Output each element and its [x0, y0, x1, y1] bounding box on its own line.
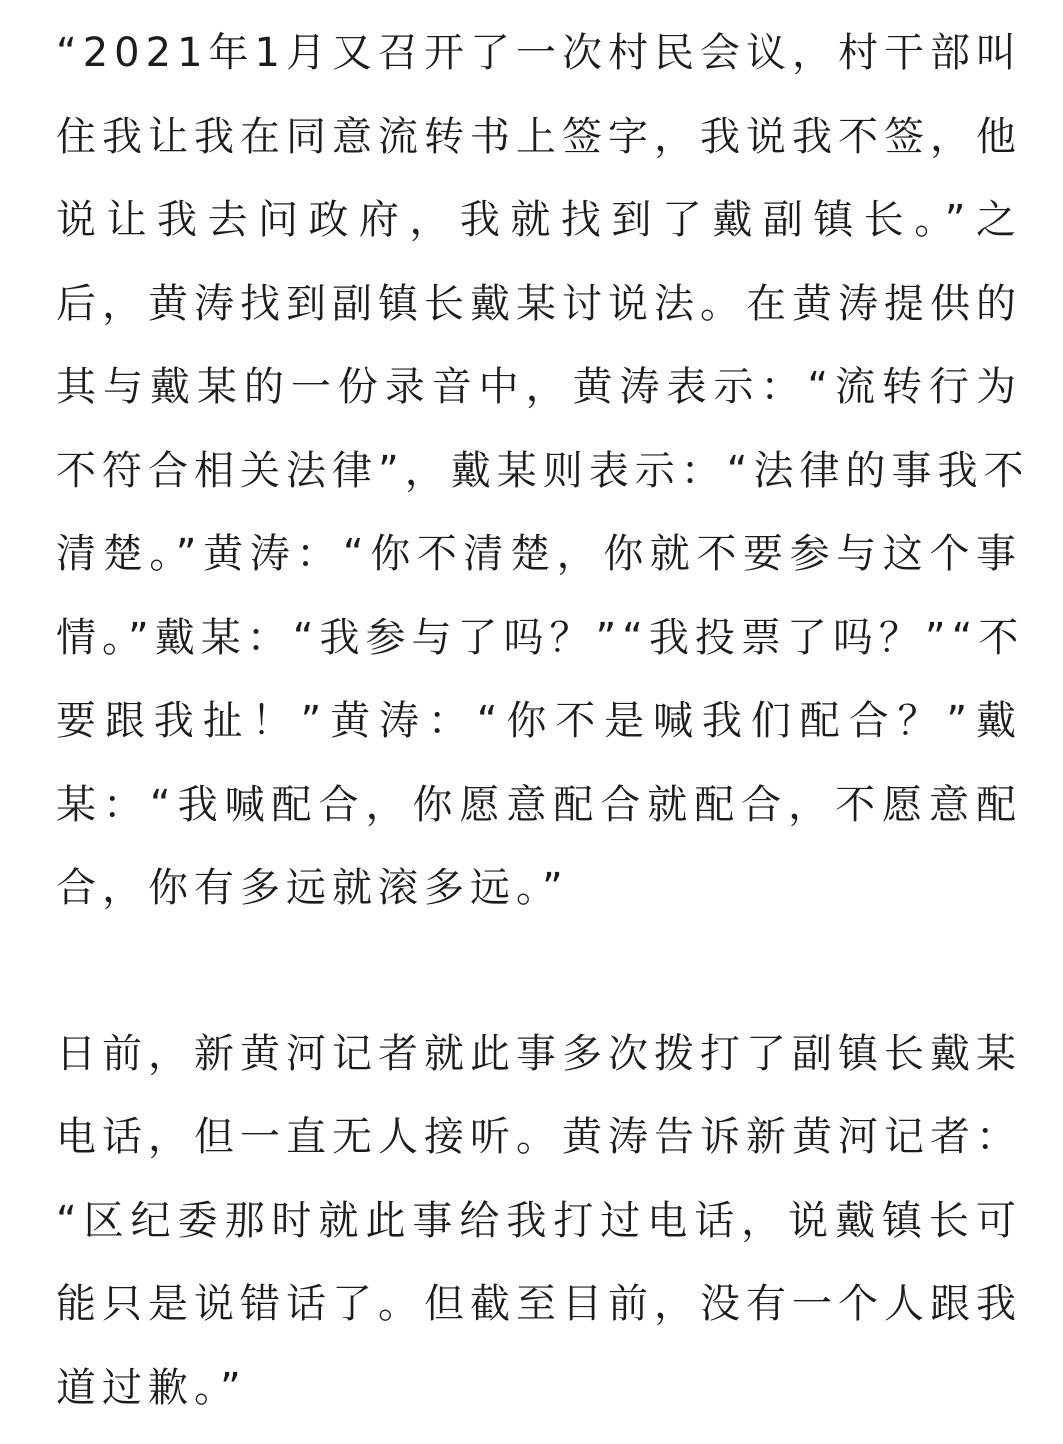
text-line: 道过歉。”: [56, 1364, 247, 1411]
text-line: 清楚。”黄涛：“你不清楚，你就不要参与这个事: [56, 531, 1022, 577]
text-line: 其与戴某的一份录音中，黄涛表示：“流转行为: [56, 364, 1022, 410]
text-line: 日前，新黄河记者就此事多次拨打了副镇长戴某: [56, 1030, 1022, 1077]
text-line: 能只是说错话了。但截至目前，没有一个人跟我: [56, 1281, 1022, 1327]
text-line: 住我让我在同意流转书上签字，我说我不签，他: [56, 113, 1022, 160]
text-line: 合，你有多远就滚多远。”: [56, 865, 569, 911]
paragraph-1: [56, 12, 1030, 931]
paragraph-2: [56, 1013, 1022, 1431]
text-line: 要跟我扯！”黄涛：“你不是喊我们配合？”戴: [56, 698, 1022, 744]
text-line: “2021年1月又召开了一次村民会议，村干部叫: [56, 30, 1022, 76]
paragraph-spacer: [56, 931, 1022, 1013]
article-body: [56, 12, 1030, 1430]
text-line: 后，黄涛找到副镇长戴某讨说法。在黄涛提供的: [56, 280, 1022, 327]
text-line: 说让我去问政府，我就找到了戴副镇长。”之: [56, 197, 1022, 243]
text-line: “区纪委那时就此事给我打过电话，说戴镇长可: [56, 1197, 1022, 1244]
text-line: 情。”戴某：“我参与了吗？”“我投票了吗？”“不: [56, 614, 1025, 661]
text-line: 某：“我喊配合，你愿意配合就配合，不愿意配: [56, 781, 1022, 828]
text-line: 电话，但一直无人接听。黄涛告诉新黄河记者：: [56, 1114, 1022, 1160]
text-line: 不符合相关法律”，戴某则表示：“法律的事我不: [56, 447, 1030, 494]
